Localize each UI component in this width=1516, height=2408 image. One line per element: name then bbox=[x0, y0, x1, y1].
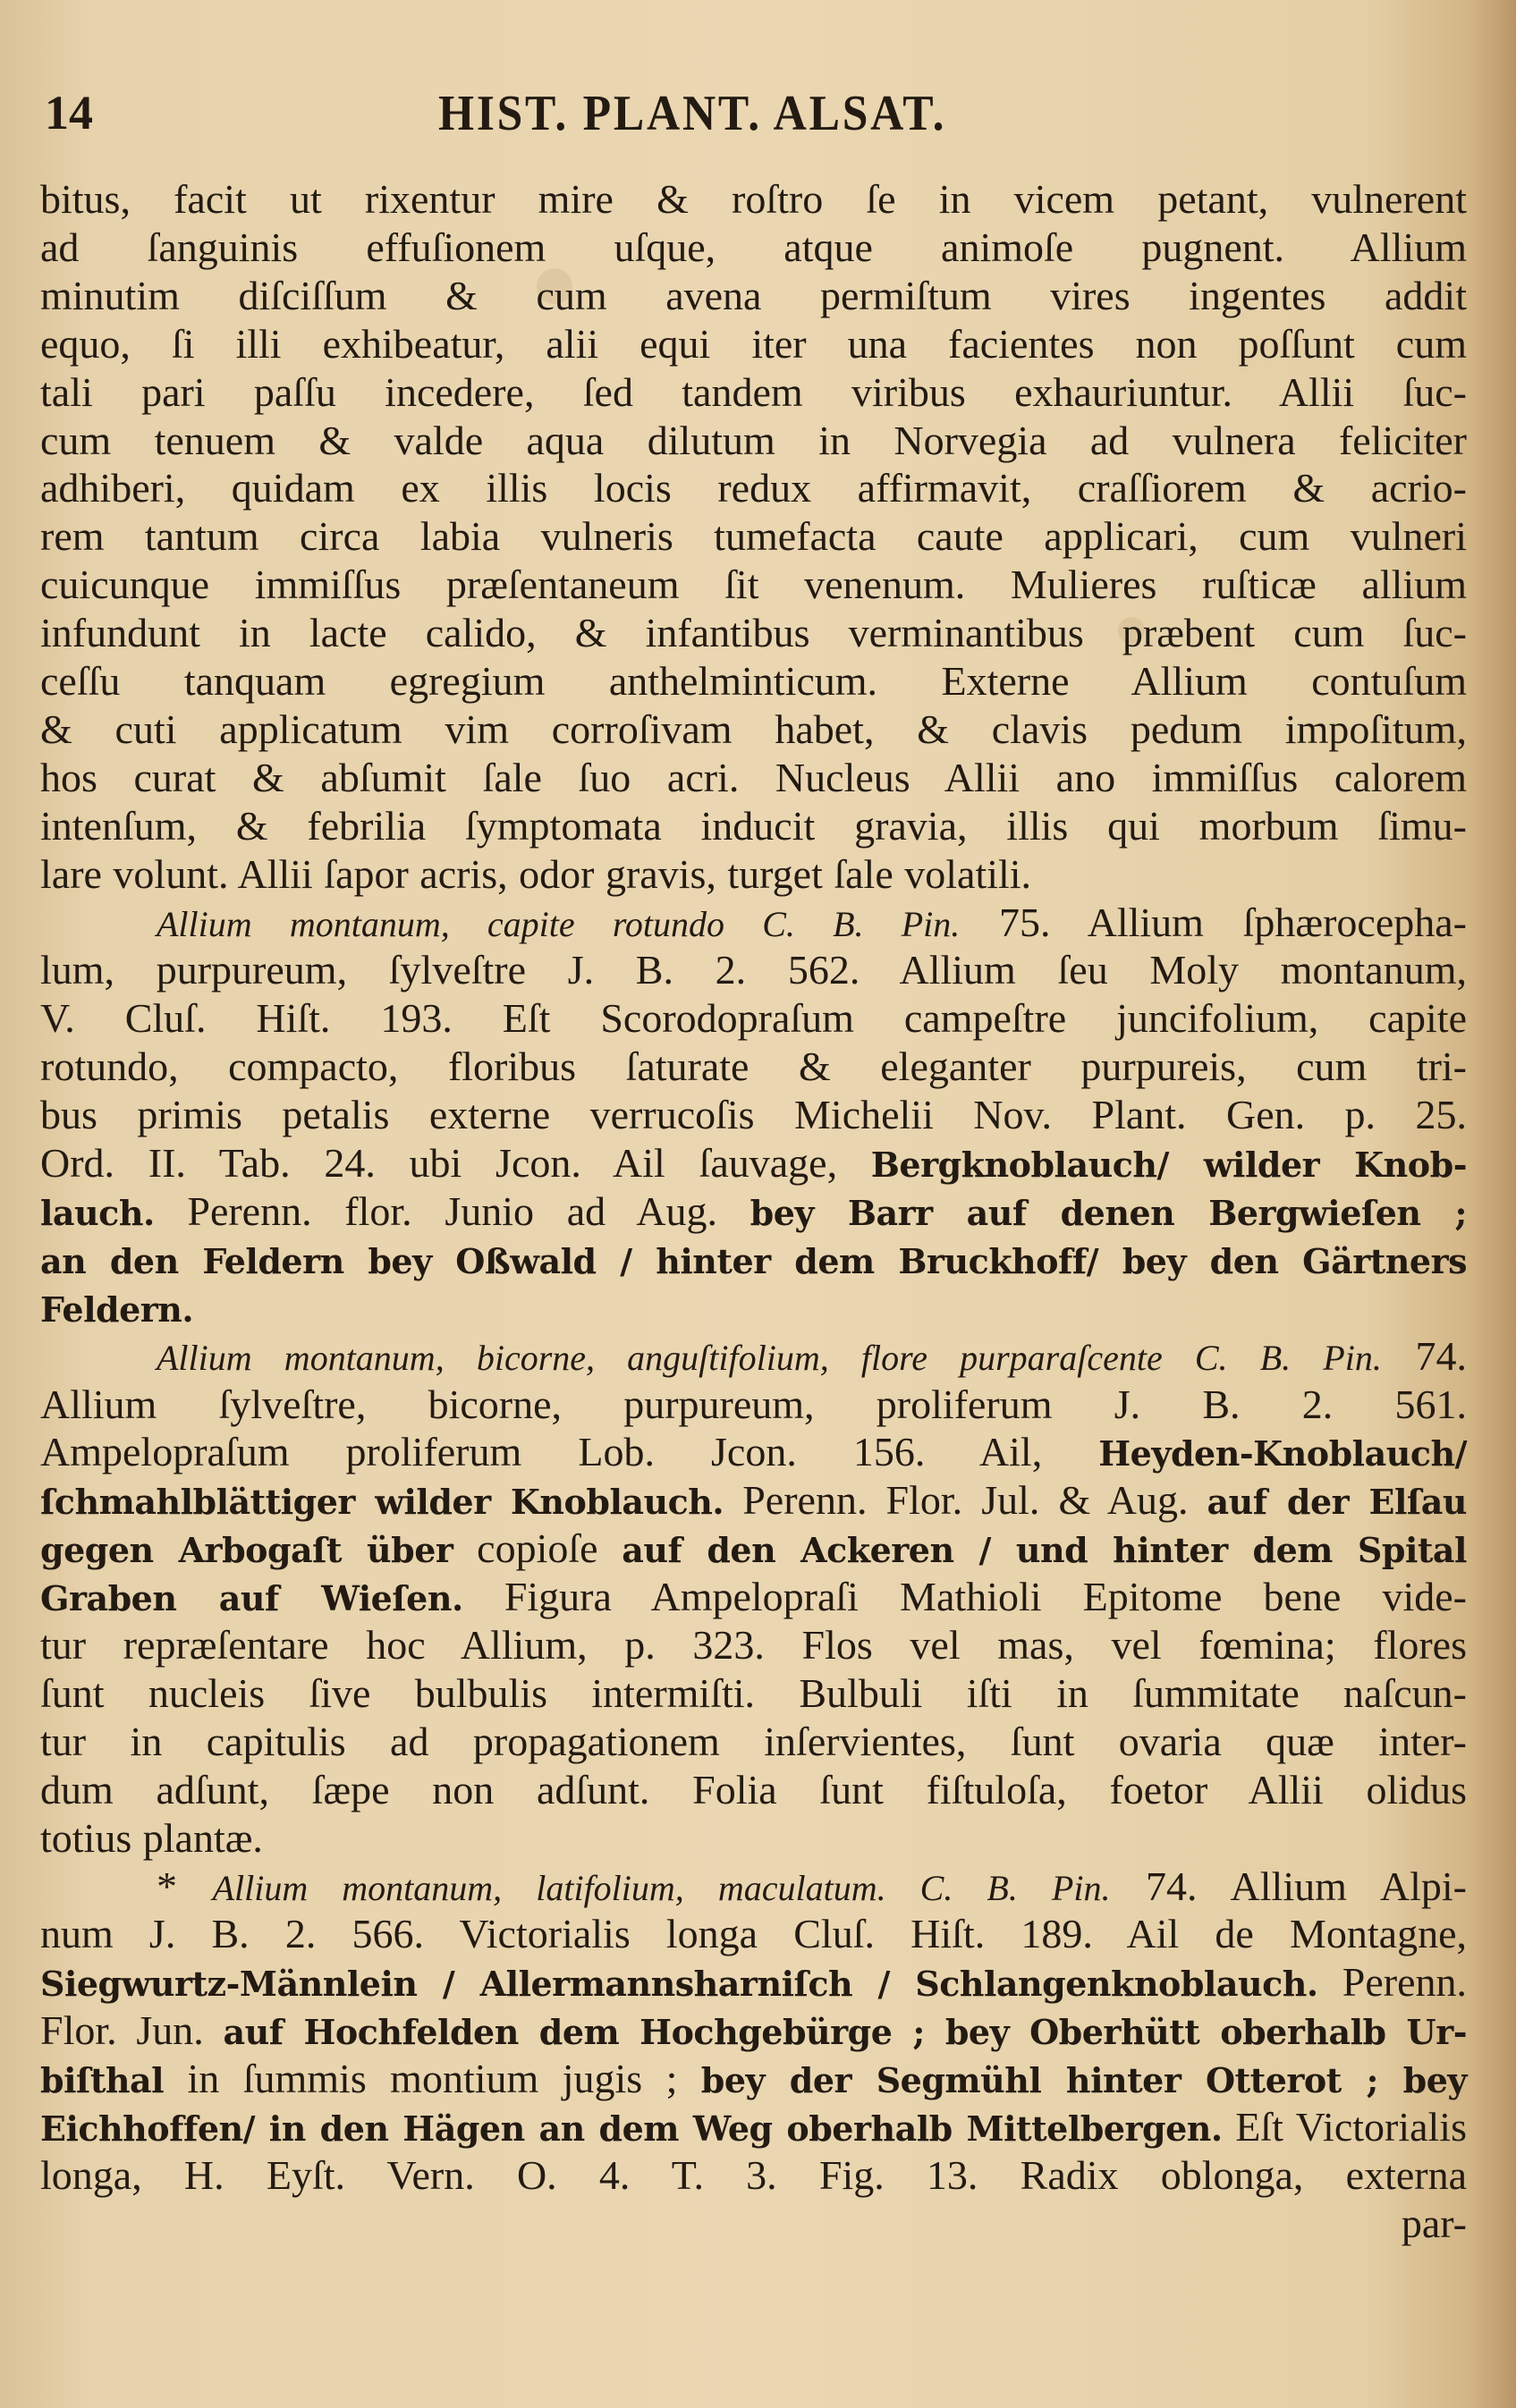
roman-text: par- bbox=[1401, 2200, 1467, 2246]
roman-text: 74. Allium Alpi- bbox=[1110, 1863, 1467, 1909]
text-line bbox=[40, 175, 1467, 224]
text-line bbox=[40, 994, 1467, 1043]
text-line bbox=[40, 417, 1467, 465]
text-line bbox=[40, 899, 1467, 947]
roman-text: ſunt nucleis ſive bulbulis intermiſti. Bulbuli iſti in ſummitate naſcun- bbox=[40, 1669, 1467, 1716]
text-line bbox=[40, 320, 1467, 368]
roman-text: Ampelopraſum proliferum Lob. Jcon. 156. Ail, bbox=[40, 1429, 1099, 1475]
text-line bbox=[40, 1863, 1467, 1911]
roman-text: ad ſanguinis effuſionem uſque, atque animoſe pugnent. Allium bbox=[40, 224, 1467, 270]
roman-text: Figura Ampelopraſi Mathioli Epitome bene vide- bbox=[462, 1574, 1467, 1620]
fraktur-text: Eichhoffen/ in den Hägen an dem Weg oberhalb Mittelbergen. bbox=[40, 2108, 1223, 2149]
text-line bbox=[40, 657, 1467, 706]
text-line bbox=[40, 1284, 1467, 1332]
text-line bbox=[40, 1958, 1467, 2007]
fraktur-text: bey der Segmühl hinter Otterot ; bey bbox=[700, 2060, 1467, 2101]
text-line bbox=[40, 850, 1467, 899]
roman-text: Eſt Victorialis bbox=[1222, 2104, 1467, 2150]
roman-text: cum tenuem & valde aqua dilutum in Norvegia ad vulnera feliciter bbox=[40, 417, 1467, 463]
roman-text: 75. Allium ſphærocepha- bbox=[960, 899, 1468, 945]
running-head: HIST. PLANT. ALSAT. bbox=[438, 86, 947, 141]
roman-text: tur repræſentare hoc Allium, p. 323. Flos vel mas, vel fœmina; flores bbox=[40, 1622, 1467, 1668]
fraktur-text: auf den Ackeren / und hinter dem Spital bbox=[622, 1530, 1467, 1571]
roman-text: dum adſunt, ſæpe non adſunt. Folia ſunt fiſtuloſa, foetor Allii olidus bbox=[40, 1766, 1467, 1812]
text-line bbox=[40, 1669, 1467, 1718]
roman-text: Ord. II. Tab. 24. ubi Jcon. Ail ſauvage, bbox=[40, 1140, 871, 1186]
text-line bbox=[40, 1910, 1467, 1958]
text-line bbox=[40, 1139, 1467, 1187]
roman-text: num J. B. 2. 566. Victorialis longa Cluſ. Hiſt. 189. Ail de Montagne, bbox=[40, 1911, 1467, 1957]
text-line bbox=[40, 1766, 1467, 1814]
fraktur-text: Graben auf Wieſen. bbox=[40, 1578, 463, 1619]
roman-text: adhiberi, quidam ex illis locis redux affirmavit, craſſiorem & acrio- bbox=[40, 465, 1467, 511]
text-line bbox=[40, 946, 1467, 994]
text-line bbox=[40, 224, 1467, 272]
roman-text: * bbox=[157, 1863, 213, 1909]
italic-citation: Allium montanum, capite rotundo C. B. Pin. bbox=[157, 903, 961, 944]
roman-text: rem tantum circa labia vulneris tumefacta caute applicari, cum vulneri bbox=[40, 513, 1467, 560]
fraktur-text: an den Feldern bey Oßwald / hinter dem Bruckhoff/ bey den Gärtners bbox=[40, 1240, 1467, 1281]
text-line bbox=[40, 561, 1467, 609]
text-line bbox=[40, 802, 1467, 850]
text-line bbox=[40, 1381, 1467, 1429]
fraktur-text: gegen Arbogaſt über bbox=[40, 1530, 453, 1571]
roman-text: Allium ſylveſtre, bicorne, purpureum, proliferum J. B. 2. 561. bbox=[40, 1381, 1467, 1427]
text-line bbox=[40, 1718, 1467, 1766]
roman-text: Perenn. bbox=[1317, 1959, 1467, 2006]
page-header bbox=[45, 85, 1471, 148]
text-line bbox=[40, 1332, 1467, 1381]
roman-text: infundunt in lacte calido, & infantibus verminantibus præbent cum ſuc- bbox=[40, 610, 1467, 656]
text-line bbox=[40, 2103, 1467, 2151]
text-line bbox=[40, 368, 1467, 417]
roman-text: ceſſu tanquam egregium anthelminticum. Externe Allium contuſum bbox=[40, 658, 1467, 704]
text-line bbox=[40, 2151, 1467, 2200]
text-line bbox=[40, 1621, 1467, 1669]
text-line bbox=[40, 609, 1467, 657]
fraktur-text: bey Barr auf denen Bergwieſen ; bbox=[750, 1192, 1467, 1233]
fraktur-text: ſchmahlblättiger wilder Knoblauch. bbox=[40, 1482, 724, 1523]
fraktur-text: lauch. bbox=[40, 1192, 155, 1233]
roman-text: Perenn. Flor. Jul. & Aug. bbox=[724, 1477, 1207, 1524]
text-line bbox=[40, 1187, 1467, 1236]
text-line bbox=[40, 2200, 1467, 2248]
roman-text: tur in capitulis ad propagationem inſervientes, ſunt ovaria quæ inter- bbox=[40, 1718, 1467, 1764]
roman-text: Flor. Jun. bbox=[40, 2007, 224, 2054]
fraktur-text: auf Hochfelden dem Hochgebürge ; bey Oberhütt oberhalb Ur- bbox=[223, 2012, 1467, 2053]
italic-citation: Allium montanum, latifolium, maculatum. C. B. Pin. bbox=[212, 1867, 1111, 1908]
roman-text: lum, purpureum, ſylveſtre J. B. 2. 562. Allium ſeu Moly montanum, bbox=[40, 947, 1467, 993]
text-line bbox=[40, 2007, 1467, 2055]
roman-text: & cuti applicatum vim corroſivam habet, & clavis pedum impoſitum, bbox=[40, 706, 1467, 752]
text-line bbox=[40, 2055, 1467, 2103]
fraktur-text: Bergknoblauch/ wilder Knob- bbox=[870, 1145, 1467, 1185]
text-line bbox=[40, 464, 1467, 512]
roman-text: longa, H. Eyſt. Vern. O. 4. T. 3. Fig. 13. Radix oblonga, externa bbox=[40, 2151, 1467, 2198]
roman-text: hos curat & abſumit ſale ſuo acri. Nucleus Allii ano immiſſus calorem bbox=[40, 754, 1467, 800]
roman-text: copioſe bbox=[453, 1525, 622, 1572]
roman-text: lare volunt. Allii ſapor acris, odor gravis, turget ſale volatili. bbox=[40, 850, 1032, 897]
roman-text: Perenn. flor. Junio ad Aug. bbox=[154, 1187, 750, 1234]
roman-text: in ſummis montium jugis ; bbox=[164, 2056, 701, 2102]
roman-text: rotundo, compacto, floribus ſaturate & eleganter purpureis, cum tri- bbox=[40, 1043, 1467, 1090]
roman-text: cuicunque immiſſus præſentaneum ſit venenum. Mulieres ruſticæ allium bbox=[40, 562, 1467, 608]
italic-citation: Allium montanum, bicorne, anguſtifolium, flore purparaſcente C. B. Pin. bbox=[157, 1337, 1382, 1378]
roman-text: bitus, facit ut rixentur mire & roſtro ſe in vicem petant, vulnerent bbox=[40, 176, 1467, 222]
text-line bbox=[40, 1814, 1467, 1863]
roman-text: tali pari paſſu incedere, ſed tandem viribus exhauriuntur. Allii ſuc- bbox=[40, 368, 1467, 415]
text-line bbox=[40, 754, 1467, 802]
page-number: 14 bbox=[45, 86, 93, 139]
text-line bbox=[40, 512, 1467, 561]
roman-text: bus primis petalis externe verrucoſis Michelii Nov. Plant. Gen. p. 25. bbox=[40, 1092, 1467, 1138]
roman-text: totius plantæ. bbox=[40, 1814, 263, 1861]
fraktur-text: auf der Elſau bbox=[1207, 1482, 1467, 1523]
fraktur-text: Heyden-Knoblauch/ bbox=[1098, 1433, 1467, 1474]
text-line bbox=[40, 1573, 1467, 1621]
text-line bbox=[40, 272, 1467, 320]
text-line bbox=[40, 1043, 1467, 1091]
fraktur-text: Feldern. bbox=[40, 1288, 194, 1330]
roman-text: intenſum, & febrilia ſymptomata inducit gravia, illis qui morbum ſimu- bbox=[40, 802, 1467, 849]
roman-text: minutim diſciſſum & cum avena permiſtum vires ingentes addit bbox=[40, 272, 1467, 318]
roman-text: V. Cluſ. Hiſt. 193. Eſt Scorodopraſum campeſtre juncifolium, capite bbox=[40, 995, 1467, 1042]
text-line bbox=[40, 706, 1467, 754]
text-line bbox=[40, 1525, 1467, 1573]
roman-text: 74. bbox=[1381, 1332, 1467, 1379]
text-line bbox=[40, 1091, 1467, 1139]
text-line bbox=[40, 1236, 1467, 1284]
fraktur-text: biſthal bbox=[40, 2060, 165, 2101]
fraktur-text: Siegwurtz-Männlein / Allermannsharniſch / Schlangenknoblauch. bbox=[40, 1964, 1318, 2005]
roman-text: equo, ſi illi exhibeatur, alii equi iter una facientes non poſſunt cum bbox=[40, 320, 1467, 367]
text-line bbox=[40, 1476, 1467, 1525]
text-line bbox=[40, 1428, 1467, 1476]
